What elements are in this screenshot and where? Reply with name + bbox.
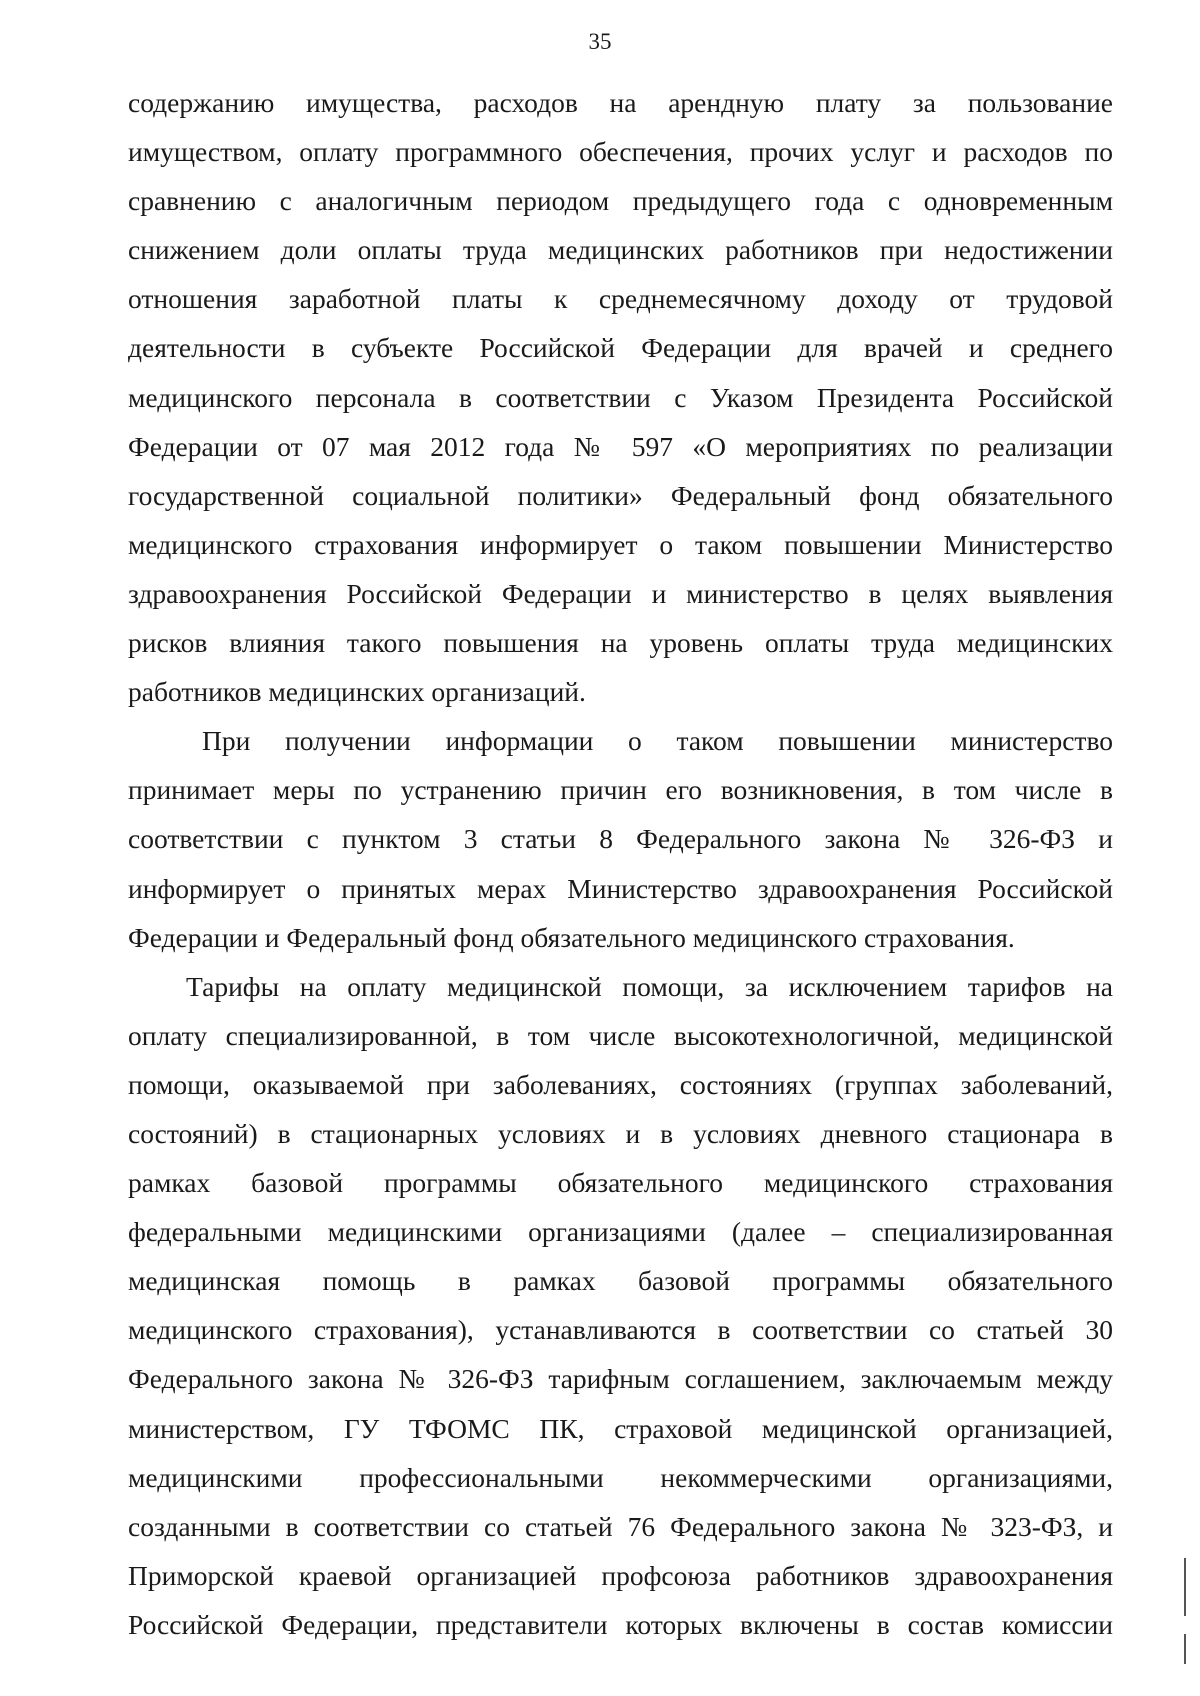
text-line: деятельности в субъекте Российской Федерации для врачей и среднего xyxy=(128,332,1113,364)
document-body xyxy=(128,78,1113,1649)
text-line: федеральными медицинскими организациями (далее – специализированная xyxy=(128,1216,1113,1248)
text-line: сравнению с аналогичным периодом предыдущего года с одновременным xyxy=(128,185,1113,217)
text-line: Федерального закона № 326-ФЗ тарифным соглашением, заключаемым между xyxy=(128,1363,1113,1395)
text-line: содержанию имущества, расходов на арендную плату за пользование xyxy=(128,87,1113,118)
text-line: медицинского персонала в соответствии с Указом Президента Российской xyxy=(128,381,1113,413)
text-line: оплату специализированной, в том числе высокотехнологичной, медицинской xyxy=(128,1019,1113,1051)
paragraph-last-line: Федерации и Федеральный фонд обязательного медицинского страхования. xyxy=(128,921,1015,953)
page-number: 35 xyxy=(588,29,612,54)
scan-edge-mark xyxy=(1184,1634,1186,1664)
text-line: министерством, ГУ ТФОМС ПК, страховой медицинской организацией, xyxy=(128,1412,1113,1444)
text-line: рамках базовой программы обязательного медицинского страхования xyxy=(128,1167,1113,1199)
text-line: состояний) в стационарных условиях и в условиях дневного стационара в xyxy=(128,1117,1113,1149)
text-line: созданными в соответствии со статьей 76 Федерального закона № 323-ФЗ, и xyxy=(128,1510,1113,1542)
scan-edge-mark xyxy=(1184,1558,1186,1616)
text-line: имуществом, оплату программного обеспечения, прочих услуг и расходов по xyxy=(128,136,1113,168)
text-line: помощи, оказываемой при заболеваниях, состояниях (группах заболеваний, xyxy=(128,1068,1113,1100)
text-line: Российской Федерации, представители которых включены в состав комиссии xyxy=(128,1608,1113,1640)
text-line: снижением доли оплаты труда медицинских работников при недостижении xyxy=(128,234,1113,266)
text-line: здравоохранения Российской Федерации и министерство в целях выявления xyxy=(128,577,1113,609)
text-line: медицинскими профессиональными некоммерческими организациями, xyxy=(128,1461,1113,1493)
text-line: соответствии с пунктом 3 статьи 8 Федерального закона № 326-ФЗ и xyxy=(128,823,1113,855)
text-line: Приморской краевой организацией профсоюза работников здравоохранения xyxy=(128,1559,1113,1591)
text-line: рисков влияния такого повышения на уровень оплаты труда медицинских xyxy=(128,627,1113,659)
paragraph-first-line: При получении информации о таком повышении министерство xyxy=(202,725,1113,757)
text-line: информирует о принятых мерах Министерство здравоохранения Российской xyxy=(128,872,1113,904)
text-line: медицинская помощь в рамках базовой программы обязательного xyxy=(128,1265,1113,1297)
text-line: отношения заработной платы к среднемесячному доходу от трудовой xyxy=(128,283,1113,315)
paragraph-first-line: Тарифы на оплату медицинской помощи, за исключением тарифов на xyxy=(186,970,1113,1002)
text-line: медицинского страхования информирует о таком повышении Министерство xyxy=(128,528,1113,560)
text-line: Федерации от 07 мая 2012 года № 597 «О мероприятиях по реализации xyxy=(128,430,1113,462)
text-line: принимает меры по устранению причин его возникновения, в том числе в xyxy=(128,774,1113,806)
text-line: медицинского страхования), устанавливаются в соответствии со статьей 30 xyxy=(128,1314,1113,1346)
paragraph-last-line: работников медицинских организаций. xyxy=(128,676,586,708)
text-line: государственной социальной политики» Федеральный фонд обязательного xyxy=(128,479,1113,511)
